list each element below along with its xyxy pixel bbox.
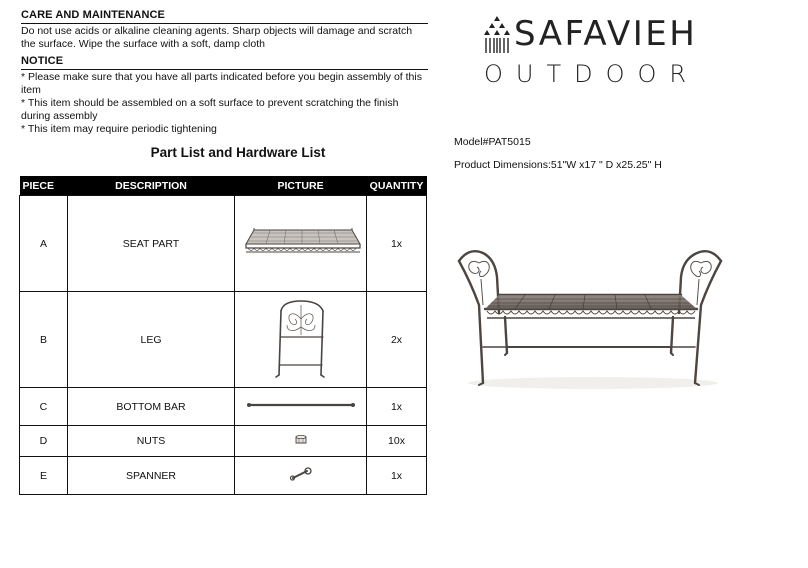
brand-name: SAFAVIEH — [514, 14, 698, 54]
notice-line: item — [21, 84, 41, 96]
header-picture: PICTURE — [235, 176, 367, 196]
nut-icon — [294, 434, 308, 446]
bottom-bar-icon — [246, 400, 356, 410]
picture-cell — [235, 196, 367, 292]
table-row — [20, 388, 427, 426]
care-line: the surface. Wipe the surface with a soft, damp cloth — [21, 38, 265, 50]
seat-part-icon — [240, 224, 362, 260]
leg-icon — [271, 297, 331, 379]
parts-table — [19, 176, 427, 495]
table-header-row — [20, 176, 427, 196]
picture-cell — [235, 457, 367, 495]
quantity-cell: 1x — [367, 196, 427, 292]
spanner-icon — [289, 467, 313, 481]
product-dimensions: Product Dimensions:51"W x17 " D x25.25" H — [454, 159, 662, 171]
header-description: DESCRIPTION — [67, 176, 234, 196]
notice-line: * This item should be assembled on a soft surface to prevent scratching the finish — [21, 97, 399, 109]
picture-cell — [235, 388, 367, 426]
description-cell: LEG — [67, 292, 234, 388]
header-quantity: QUANTITY — [367, 176, 427, 196]
table-row — [20, 457, 427, 495]
table-row — [20, 196, 427, 292]
care-line: Do not use acids or alkaline cleaning agents. Sharp objects will damage and scratch — [21, 25, 413, 37]
notice-title: NOTICE — [21, 55, 428, 70]
bench-photo — [455, 243, 725, 393]
notice-text — [21, 71, 431, 136]
table-row — [20, 426, 427, 457]
description-cell: SPANNER — [67, 457, 234, 495]
description-cell: BOTTOM BAR — [67, 388, 234, 426]
picture-cell — [235, 426, 367, 457]
header-piece: PIECE — [20, 176, 68, 196]
notice-line: * This item may require periodic tightening — [21, 123, 217, 135]
quantity-cell: 2x — [367, 292, 427, 388]
model-number: Model#PAT5015 — [454, 136, 531, 148]
description-cell: SEAT PART — [67, 196, 234, 292]
quantity-cell: 1x — [367, 388, 427, 426]
piece-cell: E — [20, 457, 68, 495]
notice-line: * Please make sure that you have all parts indicated before you begin assembly of this — [21, 71, 422, 83]
piece-cell: B — [20, 292, 68, 388]
quantity-cell: 10x — [367, 426, 427, 457]
piece-cell: D — [20, 426, 68, 457]
piece-cell: C — [20, 388, 68, 426]
brand-subtitle: OUTDOOR — [484, 60, 700, 88]
description-cell: NUTS — [67, 426, 234, 457]
care-text — [21, 25, 431, 51]
care-title: CARE AND MAINTENANCE — [21, 9, 428, 24]
brand-logo — [480, 12, 730, 92]
picture-cell — [235, 292, 367, 388]
parts-list-title: Part List and Hardware List — [150, 145, 326, 160]
notice-line: during assembly — [21, 110, 98, 122]
brand-emblem-icon — [483, 16, 511, 56]
quantity-cell: 1x — [367, 457, 427, 495]
piece-cell: A — [20, 196, 68, 292]
table-row — [20, 292, 427, 388]
